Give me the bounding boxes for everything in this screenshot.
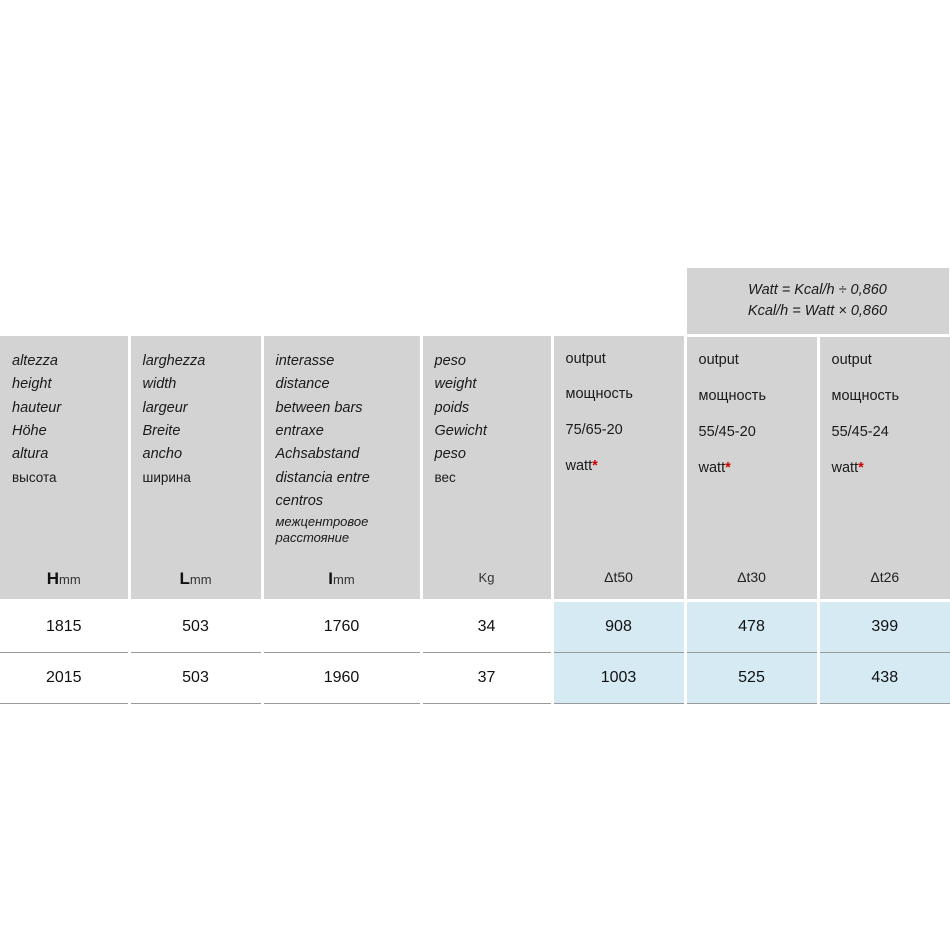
label-output: output (831, 352, 872, 369)
label-centros: centros (275, 493, 324, 510)
asterisk-icon: * (592, 458, 598, 475)
label-moshchnost: мощность (698, 387, 766, 404)
label-achsabstand: Achsabstand (275, 446, 360, 463)
cell-weight: 34 (421, 601, 552, 653)
header-output-t26 (818, 336, 950, 564)
label-temp-regime: 55/45-24 (831, 423, 889, 440)
label-altezza: altezza (12, 352, 58, 369)
label-shirina: ширина (142, 469, 191, 485)
delta-t50: Δt50 (604, 569, 633, 586)
specification-table (0, 268, 950, 704)
cell-output-t30: 478 (685, 601, 818, 653)
label-poids: poids (434, 399, 470, 416)
label-width: width (142, 376, 177, 393)
label-largeur: largeur (142, 399, 188, 416)
header-output-t50 (552, 336, 685, 564)
label-distance: distance (275, 376, 330, 393)
table-row (0, 601, 950, 653)
unit-suffix-mm: mm (59, 572, 81, 588)
label-larghezza: larghezza (142, 352, 206, 369)
label-peso-es: peso (434, 446, 466, 463)
cell-distance: 1960 (262, 653, 421, 704)
unit-dt50 (552, 563, 685, 601)
cell-output-t50: 908 (552, 601, 685, 653)
cell-distance: 1760 (262, 601, 421, 653)
label-vysota: высота (12, 469, 57, 485)
label-gewicht: Gewicht (434, 422, 487, 439)
unit-suffix-kg: Kg (478, 570, 495, 586)
label-distancia-entre: distancia entre (275, 469, 370, 486)
unit-dt30 (685, 563, 818, 601)
label-moshchnost: мощность (831, 387, 899, 404)
unit-distance (262, 563, 421, 601)
cell-height: 1815 (0, 601, 129, 653)
unit-symbol-h: H (46, 569, 60, 589)
label-height: height (12, 376, 52, 393)
label-interasse: interasse (275, 352, 335, 369)
cell-output-t26: 399 (818, 601, 950, 653)
unit-row (0, 563, 950, 601)
formula-line-1: Watt = Kcal/h ÷ 0,860 (748, 282, 887, 298)
watt-text: watt (831, 459, 859, 476)
label-entraxe: entraxe (275, 422, 324, 439)
unit-weight (421, 563, 552, 601)
label-temp-regime: 55/45-20 (698, 423, 756, 440)
formula-banner-row (0, 268, 950, 336)
header-width (129, 336, 262, 564)
label-hauteur: hauteur (12, 399, 62, 416)
unit-height (0, 563, 129, 601)
label-ancho: ancho (142, 446, 183, 463)
asterisk-icon: * (858, 459, 864, 476)
header-height (0, 336, 129, 564)
cell-height: 2015 (0, 653, 129, 704)
watt-text: watt (565, 458, 593, 475)
unit-width (129, 563, 262, 601)
unit-suffix-mm: mm (189, 572, 212, 588)
cell-output-t26: 438 (818, 653, 950, 704)
delta-t26: Δt26 (870, 569, 900, 586)
label-mezhcentrovoe: межцентровое (275, 513, 369, 529)
label-output: output (698, 352, 739, 369)
header-output-t30 (685, 336, 818, 564)
unit-dt26 (818, 563, 950, 601)
conversion-formula (685, 268, 950, 336)
unit-symbol-l: L (179, 569, 190, 589)
watt-text: watt (698, 459, 726, 476)
label-between-bars: between bars (275, 399, 363, 416)
label-output: output (565, 350, 606, 367)
table-row (0, 653, 950, 704)
label-watt (566, 457, 672, 476)
label-altura: altura (12, 446, 49, 463)
label-moshchnost: мощность (565, 386, 633, 403)
asterisk-icon: * (725, 459, 731, 476)
label-weight: weight (434, 376, 477, 393)
cell-output-t50: 1003 (552, 653, 685, 704)
banner-spacer (0, 268, 685, 336)
label-temp-regime: 75/65-20 (565, 422, 623, 439)
label-watt (699, 459, 805, 478)
formula-line-2: Kcal/h = Watt × 0,860 (747, 303, 888, 320)
cell-width: 503 (129, 601, 262, 653)
cell-width: 503 (129, 653, 262, 704)
label-peso: peso (434, 352, 466, 369)
header-labels-row (0, 336, 950, 564)
label-rasstoyanie: расстояние (275, 529, 350, 545)
header-distance (262, 336, 421, 564)
unit-suffix-mm: mm (333, 572, 355, 588)
header-weight (421, 336, 552, 564)
label-breite: Breite (142, 422, 181, 439)
label-ves: вес (434, 469, 456, 485)
label-hohe: Höhe (12, 422, 47, 439)
label-watt (832, 459, 939, 478)
delta-t30: Δt30 (737, 569, 766, 586)
cell-output-t30: 525 (685, 653, 818, 704)
cell-weight: 37 (421, 653, 552, 704)
unit-symbol-i: I (328, 569, 334, 589)
